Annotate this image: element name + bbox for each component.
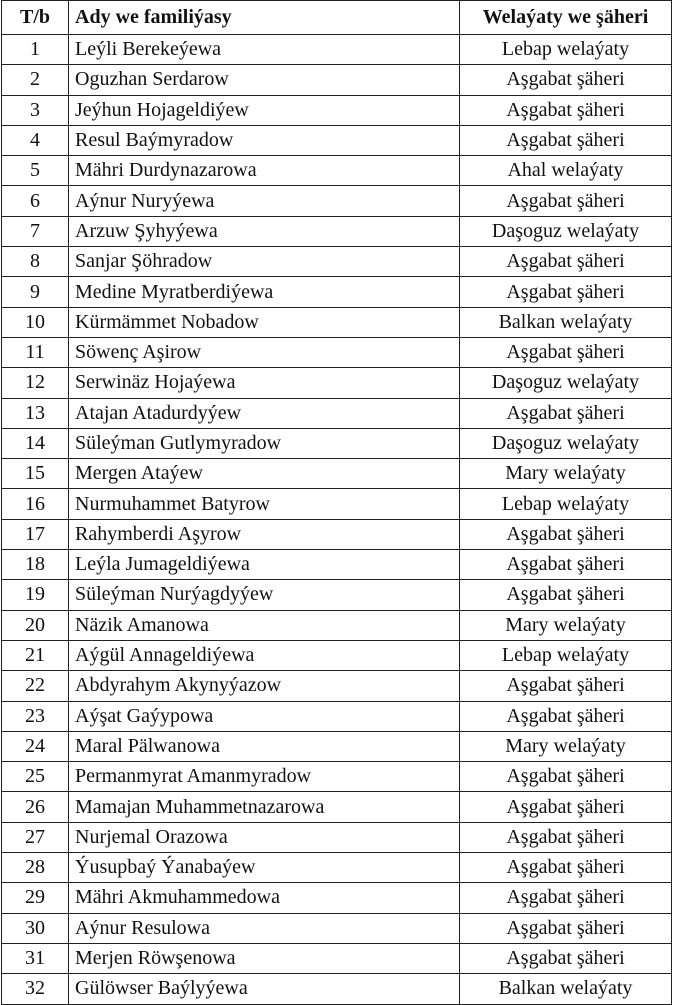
table-row xyxy=(2,428,672,458)
row-number-cell: 20 xyxy=(2,610,69,640)
row-name-cell: Serwinäz Hojaýewa xyxy=(69,368,460,398)
row-number-cell: 22 xyxy=(2,671,69,701)
row-name-cell: Oguzhan Serdarow xyxy=(69,65,460,95)
row-number-cell: 21 xyxy=(2,640,69,670)
row-region-cell: Aşgabat şäheri xyxy=(460,913,672,943)
row-region-cell: Balkan welaýaty xyxy=(460,974,672,1004)
table-row xyxy=(2,762,672,792)
row-region-cell: Aşgabat şäheri xyxy=(460,762,672,792)
table-row xyxy=(2,277,672,307)
row-number-cell: 30 xyxy=(2,913,69,943)
row-number-cell: 5 xyxy=(2,156,69,186)
row-name-cell: Ýusupbaý Ýanabaýew xyxy=(69,853,460,883)
row-region-cell: Aşgabat şäheri xyxy=(460,277,672,307)
row-number-cell: 11 xyxy=(2,337,69,367)
row-number-cell: 9 xyxy=(2,277,69,307)
row-name-cell: Mamajan Muhammetnazarowa xyxy=(69,792,460,822)
row-region-cell: Balkan welaýaty xyxy=(460,307,672,337)
row-number-cell: 3 xyxy=(2,95,69,125)
table-row xyxy=(2,65,672,95)
column-header-name: Ady we familiýasy xyxy=(69,1,460,35)
table-row xyxy=(2,913,672,943)
row-region-cell: Aşgabat şäheri xyxy=(460,337,672,367)
table-row xyxy=(2,580,672,610)
row-name-cell: Aýgül Annageldiýewa xyxy=(69,640,460,670)
row-region-cell: Daşoguz welaýaty xyxy=(460,216,672,246)
row-region-cell: Aşgabat şäheri xyxy=(460,580,672,610)
row-name-cell: Nurmuhammet Batyrow xyxy=(69,489,460,519)
row-name-cell: Atajan Atadurdyýew xyxy=(69,398,460,428)
row-number-cell: 2 xyxy=(2,65,69,95)
row-region-cell: Aşgabat şäheri xyxy=(460,65,672,95)
header-row xyxy=(2,1,672,35)
table-row xyxy=(2,489,672,519)
table-row xyxy=(2,247,672,277)
row-name-cell: Abdyrahym Akynyýazow xyxy=(69,671,460,701)
row-number-cell: 25 xyxy=(2,762,69,792)
row-region-cell: Ahal welaýaty xyxy=(460,156,672,186)
table-row xyxy=(2,156,672,186)
row-number-cell: 8 xyxy=(2,247,69,277)
row-number-cell: 13 xyxy=(2,398,69,428)
table-body xyxy=(2,35,672,1005)
row-number-cell: 10 xyxy=(2,307,69,337)
table-row xyxy=(2,459,672,489)
row-region-cell: Aşgabat şäheri xyxy=(460,398,672,428)
row-number-cell: 27 xyxy=(2,822,69,852)
row-region-cell: Aşgabat şäheri xyxy=(460,701,672,731)
row-region-cell: Aşgabat şäheri xyxy=(460,853,672,883)
row-region-cell: Aşgabat şäheri xyxy=(460,125,672,155)
row-region-cell: Mary welaýaty xyxy=(460,459,672,489)
row-region-cell: Mary welaýaty xyxy=(460,610,672,640)
row-number-cell: 12 xyxy=(2,368,69,398)
row-number-cell: 18 xyxy=(2,550,69,580)
table-row xyxy=(2,35,672,65)
table-row xyxy=(2,701,672,731)
row-number-cell: 23 xyxy=(2,701,69,731)
table-row xyxy=(2,125,672,155)
table-row xyxy=(2,398,672,428)
row-name-cell: Sanjar Şöhradow xyxy=(69,247,460,277)
row-name-cell: Süleýman Gutlymyradow xyxy=(69,428,460,458)
row-region-cell: Lebap welaýaty xyxy=(460,489,672,519)
row-number-cell: 28 xyxy=(2,853,69,883)
table-row xyxy=(2,337,672,367)
table-row xyxy=(2,550,672,580)
row-name-cell: Leýla Jumageldiýewa xyxy=(69,550,460,580)
row-number-cell: 19 xyxy=(2,580,69,610)
table-row xyxy=(2,307,672,337)
row-name-cell: Maral Pälwanowa xyxy=(69,731,460,761)
row-region-cell: Aşgabat şäheri xyxy=(460,186,672,216)
row-region-cell: Aşgabat şäheri xyxy=(460,792,672,822)
row-number-cell: 24 xyxy=(2,731,69,761)
table-row xyxy=(2,610,672,640)
column-header-region: Welaýaty we şäheri xyxy=(460,1,672,35)
row-region-cell: Aşgabat şäheri xyxy=(460,822,672,852)
row-name-cell: Gülöwser Baýlyýewa xyxy=(69,974,460,1004)
row-name-cell: Kürmämmet Nobadow xyxy=(69,307,460,337)
row-region-cell: Aşgabat şäheri xyxy=(460,671,672,701)
table-row xyxy=(2,186,672,216)
table-row xyxy=(2,95,672,125)
row-name-cell: Aýşat Gaýypowa xyxy=(69,701,460,731)
row-number-cell: 4 xyxy=(2,125,69,155)
row-name-cell: Arzuw Şyhyýewa xyxy=(69,216,460,246)
table-row xyxy=(2,368,672,398)
row-name-cell: Söwenç Aşirow xyxy=(69,337,460,367)
row-name-cell: Medine Myratberdiýewa xyxy=(69,277,460,307)
row-number-cell: 17 xyxy=(2,519,69,549)
row-number-cell: 31 xyxy=(2,943,69,973)
participants-table xyxy=(1,0,672,1005)
row-region-cell: Aşgabat şäheri xyxy=(460,550,672,580)
row-name-cell: Mähri Durdynazarowa xyxy=(69,156,460,186)
row-name-cell: Permanmyrat Amanmyradow xyxy=(69,762,460,792)
table-row xyxy=(2,853,672,883)
row-name-cell: Jeýhun Hojageldiýew xyxy=(69,95,460,125)
table-row xyxy=(2,519,672,549)
row-name-cell: Süleýman Nurýagdyýew xyxy=(69,580,460,610)
table-row xyxy=(2,640,672,670)
row-name-cell: Leýli Berekeýewa xyxy=(69,35,460,65)
row-region-cell: Lebap welaýaty xyxy=(460,35,672,65)
row-name-cell: Aýnur Nuryýewa xyxy=(69,186,460,216)
row-number-cell: 15 xyxy=(2,459,69,489)
row-number-cell: 32 xyxy=(2,974,69,1004)
row-name-cell: Merjen Röwşenowa xyxy=(69,943,460,973)
table-row xyxy=(2,974,672,1004)
row-name-cell: Mergen Ataýew xyxy=(69,459,460,489)
row-name-cell: Näzik Amanowa xyxy=(69,610,460,640)
table-row xyxy=(2,216,672,246)
row-number-cell: 26 xyxy=(2,792,69,822)
row-name-cell: Nurjemal Orazowa xyxy=(69,822,460,852)
row-name-cell: Aýnur Resulowa xyxy=(69,913,460,943)
row-number-cell: 29 xyxy=(2,883,69,913)
row-region-cell: Aşgabat şäheri xyxy=(460,883,672,913)
row-number-cell: 14 xyxy=(2,428,69,458)
row-name-cell: Mähri Akmuhammedowa xyxy=(69,883,460,913)
row-name-cell: Resul Baýmyradow xyxy=(69,125,460,155)
row-region-cell: Aşgabat şäheri xyxy=(460,247,672,277)
table-row xyxy=(2,731,672,761)
row-region-cell: Aşgabat şäheri xyxy=(460,943,672,973)
table-row xyxy=(2,943,672,973)
table-header xyxy=(2,1,672,35)
row-number-cell: 1 xyxy=(2,35,69,65)
row-region-cell: Aşgabat şäheri xyxy=(460,519,672,549)
table-row xyxy=(2,671,672,701)
row-number-cell: 7 xyxy=(2,216,69,246)
row-region-cell: Daşoguz welaýaty xyxy=(460,368,672,398)
row-number-cell: 6 xyxy=(2,186,69,216)
row-name-cell: Rahymberdi Aşyrow xyxy=(69,519,460,549)
table-row xyxy=(2,822,672,852)
row-number-cell: 16 xyxy=(2,489,69,519)
column-header-number: T/b xyxy=(2,1,69,35)
row-region-cell: Daşoguz welaýaty xyxy=(460,428,672,458)
row-region-cell: Aşgabat şäheri xyxy=(460,95,672,125)
row-region-cell: Lebap welaýaty xyxy=(460,640,672,670)
table-row xyxy=(2,883,672,913)
table-row xyxy=(2,792,672,822)
row-region-cell: Mary welaýaty xyxy=(460,731,672,761)
